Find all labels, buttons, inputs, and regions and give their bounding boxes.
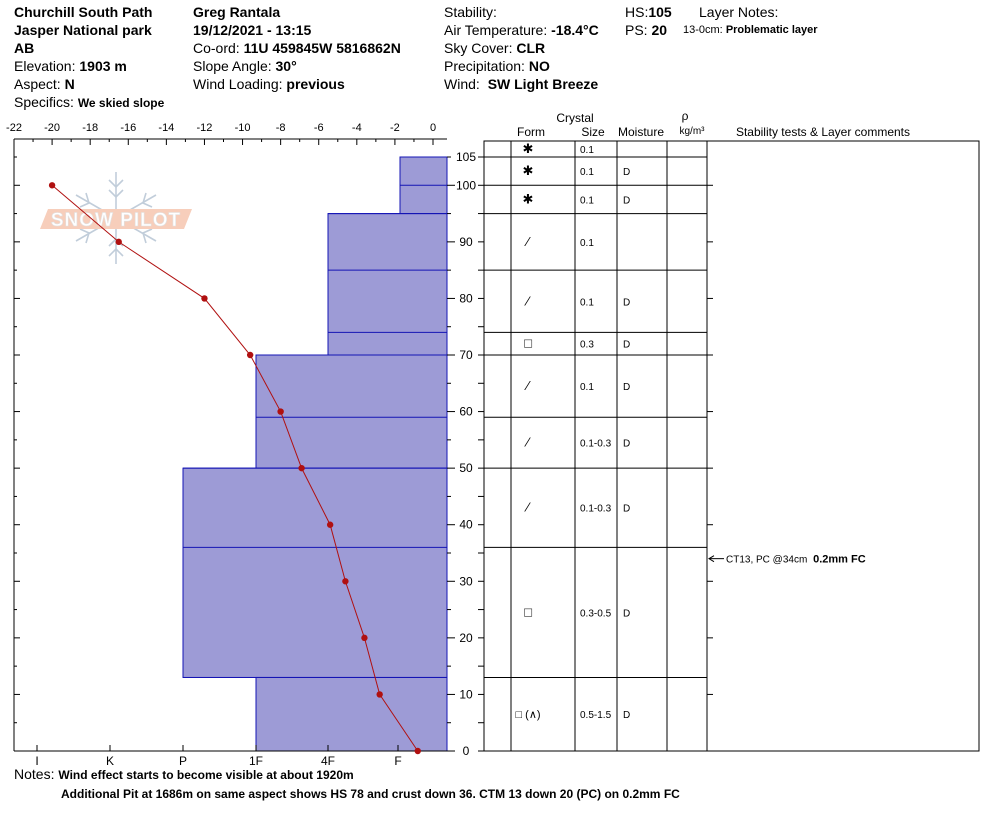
temp-tick-label: -4	[351, 122, 362, 134]
precip-label: Precipitation:	[444, 58, 525, 74]
precip-value: NO	[528, 58, 550, 74]
temp-tick-label: 0	[429, 122, 437, 134]
temp-tick-label: -22	[6, 122, 22, 134]
coord-label: Co-ord:	[193, 40, 240, 56]
layer-size: 0.1	[580, 382, 594, 394]
layer-notes-label: Layer Notes:	[699, 4, 779, 20]
layer-size: 0.1	[580, 297, 594, 309]
sky-label: Sky Cover:	[444, 40, 513, 56]
layer-form: ⁄	[526, 293, 530, 309]
layer-moisture: D	[623, 608, 631, 620]
stability-test-text	[726, 554, 866, 566]
ps-value: 20	[651, 22, 668, 38]
layer-size: 0.1-0.3	[580, 438, 612, 450]
watermark-text: SNOW PILOT	[50, 210, 182, 231]
layer-rows	[484, 141, 707, 721]
layer-size: 0.1-0.3	[580, 503, 612, 515]
layer-size: 0.1	[580, 195, 594, 207]
temp-tick-label: -10	[234, 122, 251, 134]
wind-loading-value: previous	[286, 76, 345, 92]
ps-label: PS:	[625, 22, 648, 38]
height-tick-label: 80	[459, 291, 473, 306]
slope-value: 30°	[275, 58, 297, 74]
layer-moisture: D	[623, 382, 631, 394]
layer-form: □ (∧)	[515, 709, 541, 722]
stability-label: Stability:	[444, 4, 497, 20]
temperature-point	[116, 239, 122, 245]
province: AB	[14, 40, 35, 56]
hardness-tick-label: P	[178, 754, 188, 768]
notes-line-2: Additional Pit at 1686m on same aspect shows HS 78 and crust down 36. CTM 13 down 20 (PC) on 0.2mm FC	[61, 787, 680, 801]
layer-form: ⁄	[526, 378, 530, 394]
layer-form: □	[524, 335, 532, 351]
temperature-point	[415, 748, 421, 754]
stability-test-arrow	[709, 556, 724, 562]
elevation-label: Elevation:	[14, 58, 76, 74]
hardness-bar-2	[328, 214, 447, 355]
air-temp-value: -18.4°C	[551, 22, 599, 38]
layer-size: 0.3-0.5	[580, 608, 612, 620]
comment-height-ticks	[707, 185, 713, 751]
park-name: Jasper National park	[14, 22, 152, 38]
notes-line-1: Wind effect starts to become visible at about 1920m	[58, 768, 354, 782]
height-tick-label: 20	[459, 630, 473, 645]
crystal-header: Crystal	[556, 111, 594, 125]
temperature-point	[298, 465, 304, 471]
hardness-bar-3	[256, 355, 447, 468]
layer-form: ✱	[522, 163, 534, 179]
height-tick-label: 50	[459, 461, 473, 476]
slope-label: Slope Angle:	[193, 58, 272, 74]
aspect-label: Aspect:	[14, 76, 61, 92]
elevation-value: 1903 m	[79, 58, 127, 74]
temperature-point	[327, 522, 333, 528]
form-header: Form	[517, 125, 545, 139]
temperature-point	[342, 578, 348, 584]
hardness-tick-label: I	[35, 754, 39, 768]
layer-moisture: D	[623, 195, 631, 207]
layer-table-frame	[484, 141, 979, 751]
layer-moisture: D	[623, 297, 631, 309]
layer-table	[484, 141, 979, 751]
hardness-tick-label: 1F	[248, 754, 264, 768]
hardness-tick-label: K	[105, 754, 115, 768]
height-tick-label: 30	[459, 574, 473, 589]
layer-moisture: D	[623, 339, 631, 351]
temperature-axis	[6, 122, 436, 145]
layer-form: ✱	[522, 141, 534, 156]
temperature-point	[49, 182, 55, 188]
layer-size: 0.3	[580, 339, 594, 351]
wind-value: SW Light Breeze	[487, 76, 599, 92]
observer-name: Greg Rantala	[193, 4, 281, 20]
height-tick-label: 100	[455, 178, 477, 193]
layer-moisture: D	[623, 503, 631, 515]
temp-tick-label: -20	[44, 122, 61, 134]
density-unit-header: kg/m³	[679, 126, 705, 137]
notes-row	[14, 767, 354, 781]
layer-moisture: D	[623, 167, 631, 179]
layer-moisture: D	[623, 438, 631, 450]
stability-test-detail: 0.2mm FC	[813, 553, 866, 566]
layer-form: ⁄	[526, 499, 530, 515]
layer-note-text: Problematic layer	[725, 24, 818, 36]
stability-comments-header: Stability tests & Layer comments	[735, 125, 911, 139]
temp-tick-label: -18	[82, 122, 99, 134]
wind-label: Wind:	[444, 76, 480, 92]
hardness-bar-4	[183, 468, 447, 677]
layer-form: ⁄	[526, 434, 530, 450]
layer-form: □	[524, 604, 532, 620]
temperature-point	[277, 408, 283, 414]
layer-moisture: D	[623, 710, 631, 722]
temperature-point	[247, 352, 253, 358]
temperature-point	[361, 635, 367, 641]
height-tick-label: 10	[459, 687, 473, 702]
height-tick-label: 90	[459, 234, 473, 249]
snowpilot-watermark	[40, 172, 192, 264]
notes-label: Notes:	[14, 766, 55, 782]
stability-test-label: CT13, PC @34cm	[726, 554, 808, 566]
sky-value: CLR	[516, 40, 546, 56]
specifics-value: We skied slope	[77, 96, 165, 110]
coord-value: 11U 459845W 5816862N	[243, 40, 401, 56]
layer-size: 0.1	[580, 167, 594, 179]
wind-loading-label: Wind Loading:	[193, 76, 283, 92]
layer-note-range: 13-0cm:	[683, 24, 723, 36]
temperature-point	[376, 691, 382, 697]
size-header: Size	[581, 125, 605, 139]
layer-size: 0.1	[580, 237, 594, 249]
layer-form: ✱	[522, 191, 534, 207]
hardness-tick-label: F	[394, 754, 402, 768]
layer-size: 0.5-1.5	[580, 710, 612, 722]
height-tick-label: 70	[459, 348, 473, 362]
layer-form: ⁄	[526, 233, 530, 249]
temperature-point	[201, 295, 207, 301]
hardness-profile	[183, 157, 447, 751]
temp-tick-label: -16	[120, 122, 137, 134]
height-tick-label: 105	[455, 150, 477, 164]
layer-size: 0.1	[580, 145, 594, 156]
temp-tick-label: -8	[275, 122, 286, 134]
temp-tick-label: -12	[196, 122, 213, 134]
hs-value: 105	[648, 4, 672, 20]
height-tick-label: 0	[462, 744, 470, 758]
moisture-header: Moisture	[617, 125, 665, 139]
aspect-value: N	[64, 76, 75, 92]
density-symbol: ρ	[681, 109, 689, 123]
air-temp-label: Air Temperature:	[444, 22, 548, 38]
hs-label: HS:	[625, 4, 649, 20]
specifics-label: Specifics:	[14, 94, 74, 110]
temp-tick-label: -6	[313, 122, 324, 134]
temp-tick-label: -2	[390, 122, 400, 134]
observation-datetime: 19/12/2021 - 13:15	[193, 22, 312, 38]
height-tick-label: 60	[459, 404, 473, 419]
temp-tick-label: -14	[158, 122, 175, 134]
hardness-bar-5	[256, 677, 447, 751]
location-name: Churchill South Path	[14, 4, 153, 20]
hardness-tick-label: 4F	[320, 754, 336, 768]
height-tick-label: 40	[459, 517, 473, 532]
